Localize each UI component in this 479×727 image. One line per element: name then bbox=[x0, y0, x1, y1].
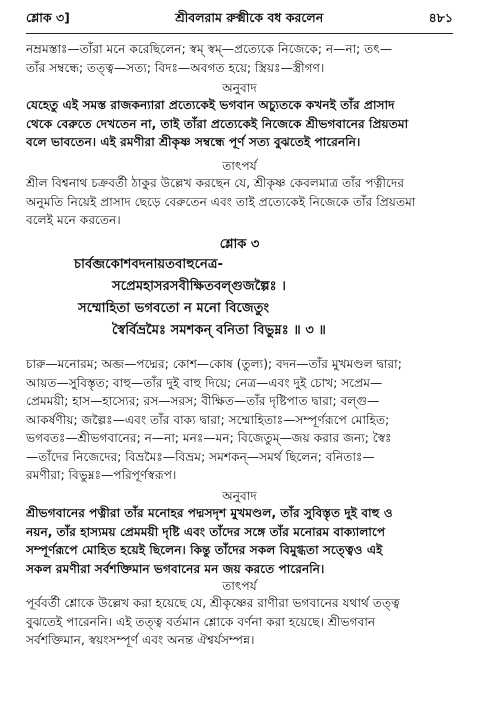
purport-section bbox=[26, 578, 453, 650]
verse-line: চার্বব্জকোশবদনায়তবাহুনেত্র- bbox=[74, 257, 223, 272]
verse-line: সম্মোহিতা ভগবতো ন মনো বিজেতুং bbox=[78, 301, 270, 316]
purport-line: শ্রীল বিশ্বনাথ চক্রবর্তী ঠাকুর উল্লেখ করছেন যে, শ্রীকৃষ্ণ কেবলমাত্র তাঁর পত্নীদের bbox=[26, 176, 405, 190]
page-number: ৪৮১ bbox=[428, 10, 453, 25]
purport-line: সর্বশক্তিমান, স্বয়ংসম্পূর্ণ এবং অনন্ত ঐশ্বর্যসম্পন্ন। bbox=[26, 633, 255, 647]
purport-line: পূর্ববর্তী শ্লোকে উল্লেখ করা হয়েছে যে, শ্রীকৃষ্ণের রাণীরা ভগবানের যথার্থ তত্ত্ব bbox=[26, 596, 400, 610]
translation-line: বলে ভাবতেন। এই রমণীরা শ্রীকৃষ্ণ সম্বন্ধে পূর্ণ সত্য বুঝতেই পারেননি। bbox=[26, 135, 361, 149]
purport-line: বলেই মনে করতেন। bbox=[26, 213, 121, 227]
translation-section bbox=[26, 488, 453, 578]
translation-line: যেহেতু এই সমস্ত রাজকন্যারা প্রত্যেকেই ভগবান অচ্যুতকে কখনই তাঁর প্রাসাদ bbox=[26, 98, 395, 112]
translation-line: শ্রীভগবানের পত্নীরা তাঁর মনোহর পদ্মসদৃশ মুখমণ্ডল, তাঁর সুবিস্তৃত দুই বাহু ও bbox=[26, 506, 393, 520]
purport-heading: তাৎপর্য bbox=[222, 579, 257, 593]
purport-line: বুঝতেই পারেননি। এই তত্ত্ব বর্তমান শ্লোকে বর্ণনা করা হয়েছে। শ্রীভগবান bbox=[26, 614, 376, 629]
translation-line: নয়ন, তাঁর হাস্যময় প্রেমময়ী দৃষ্টি এবং তাঁদের সঙ্গে তাঁর মনোরম বাক্যালাপে bbox=[26, 524, 386, 539]
verse-line: স্বৈর্বিভ্রমৈঃ সমশকন্ বনিতা বিভুম্নঃ ॥ ৩ ॥ bbox=[112, 323, 326, 338]
word-meanings bbox=[26, 355, 453, 485]
header-verse-ref: শ্লোক ৩] bbox=[26, 10, 70, 25]
purport-section bbox=[26, 158, 453, 230]
word-meaning-line: আকর্ষণীয়; জল্পৈঃ—এবং তাঁর বাক্য দ্বারা; সম্মোহিতাঃ—সম্পূর্ণরূপে মোহিত; bbox=[26, 412, 390, 427]
synonym-line: তাঁর সম্বন্ধে; তত্ত্ব—সত্য; বিদঃ—অবগত হয়ে; স্ত্রিয়ঃ—স্ত্রীগণ। bbox=[26, 60, 325, 75]
header-rule bbox=[26, 33, 453, 34]
word-meaning-line: প্রেমময়ী; হাস—হাস্যের; রস—সরস; বীক্ষিত—তাঁর দৃষ্টিপাত দ্বারা; বল্গু— bbox=[26, 394, 380, 408]
synonym-line: নম্রমস্তাঃ—তাঁরা মনে করেছিলেন; স্বম্ স্বম্—প্রত্যেকে নিজেকে; ন—না; তৎ— bbox=[26, 42, 393, 56]
word-meaning-line: —তাঁদের নিজেদের; বিভ্রমৈঃ—বিভ্রম; সমশকন্—সমর্থ ছিলেন; বনিতাঃ— bbox=[26, 449, 375, 464]
translation-line: থেকে বেরুতে দেখতেন না, তাই তাঁরা প্রত্যেকেই নিজেকে শ্রীভগবানের প্রিয়তমা bbox=[26, 116, 409, 131]
translation-line: সম্পূর্ণরূপে মোহিত হয়েই ছিলেন। কিন্তু তাঁদের সকল বিমুগ্ধতা সত্ত্বেও এই bbox=[26, 543, 383, 557]
purport-line: অনুমতি নিয়েই প্রাসাদ ছেড়ে বেরুতেন এবং তাই প্রত্যেকেই নিজেকে তাঁর প্রিয়তমা bbox=[26, 194, 416, 209]
word-meaning-line: রমণীরা; বিভুম্নঃ—পরিপূর্ণস্বরূপ। bbox=[26, 468, 177, 482]
word-meaning-line: চারু—মনোরম; অব্জ—পদ্মের; কোশ—কোষ (তুল্য); বদন—তাঁর মুখমণ্ডল দ্বারা; bbox=[26, 357, 402, 371]
translation-heading: অনুবাদ bbox=[222, 81, 257, 95]
word-meaning-line: ভগবতঃ—শ্রীভগবানের; ন—না; মনঃ—মন; বিজেতুম্—জয় করার জন্য; স্বৈঃ bbox=[26, 431, 392, 445]
verse-heading: শ্লোক ৩ bbox=[219, 237, 260, 252]
translation-section bbox=[26, 80, 453, 152]
translation-heading: অনুবাদ bbox=[222, 489, 257, 503]
translation-line: সকল রমণীরা সর্বশক্তিমান ভগবানের মন জয় করতে পারেননি। bbox=[26, 561, 325, 576]
running-header bbox=[26, 10, 453, 30]
header-chapter-title: শ্রীবলরাম রুক্মীকে বধ করলেন bbox=[175, 10, 324, 25]
synonyms-continued bbox=[26, 40, 453, 77]
verse-line: সপ্রেমহাসরসবীক্ষিতবল্গুজল্পৈঃ । bbox=[112, 279, 287, 294]
purport-heading: তাৎপর্য bbox=[222, 159, 257, 173]
word-meaning-line: আয়ত—সুবিস্তৃত; বাহু—তাঁর দুই বাহু দিয়ে; নেত্র—এবং দুই চোখ; সপ্রেম— bbox=[26, 375, 383, 390]
verse-section bbox=[26, 236, 453, 342]
